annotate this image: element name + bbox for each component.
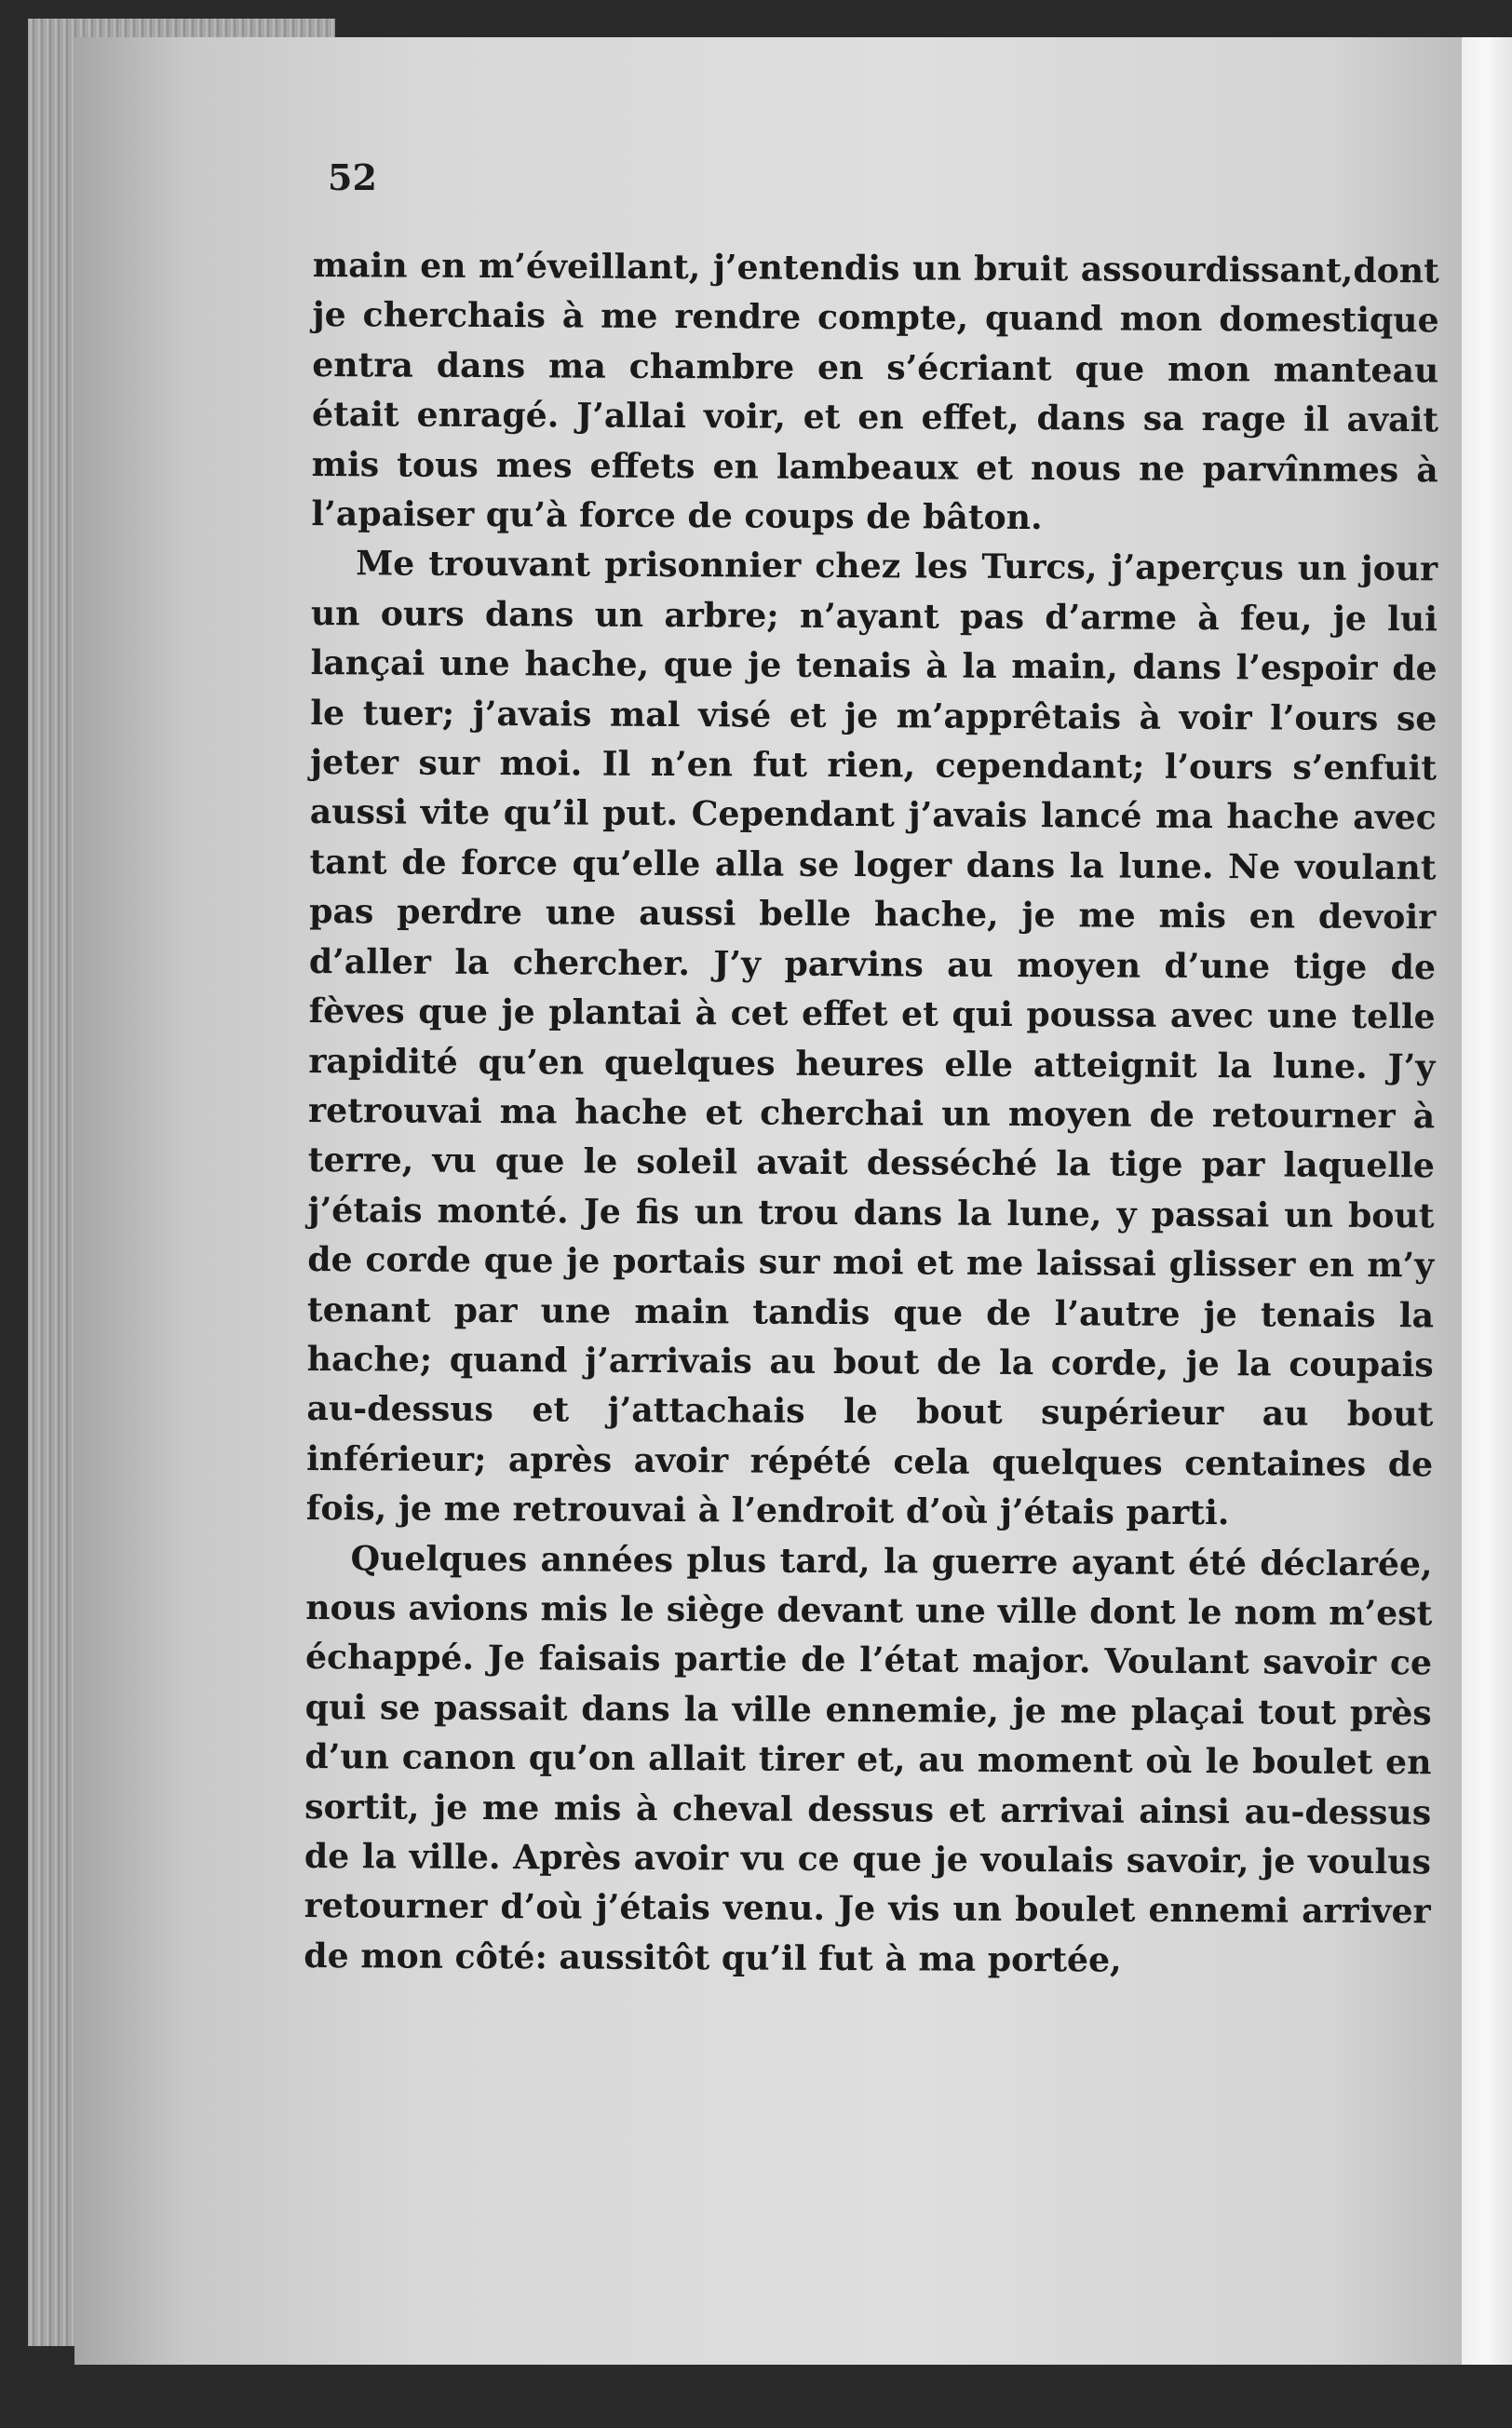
paragraph-bear-axe-moon: Me trouvant prisonnier chez les Turcs, j’aperçus un jour un ours dans un arbre; n’ayant pas d’arme à feu, je lui lançai une hache, que je tenais à la main, dans l’espoir de le tuer; j’avais mal visé et je m’apprêtais à voir l’ours se jeter sur moi. Il n’en fut rien, cependant; l’ours s’enfuit aussi vite qu’il put. Cependant j’avais lancé ma hache avec tant de force qu’elle alla se loger dans la lune. Ne voulant pas perdre une aussi belle hache, je me mis en devoir d’aller la chercher. J’y parvins au moyen d’une tige de fèves que je plantai à cet effet et qui poussa avec une telle rapidité qu’en quelques heures elle atteignit la lune. J’y retrouvai ma hache et cherchai un moyen de retourner à terre, vu que le soleil avait desséché la tige par laquelle j’étais monté. Je fis un trou dans la lune, y passai un bout de corde que je portais sur moi et me laissai glisser en m’y tenant par une main tandis que de l’autre je tenais la hache; quand j’arrivais au bout de la corde, je la coupais au-dessus et j’attachais le bout supérieur au bout inférieur; après avoir répété cela quelques centaines de fois, je me retrouvai à l’endroit d’où j’étais parti. — [305, 543, 1438, 1533]
body-text — [304, 240, 1439, 1987]
page-number: 52 — [328, 156, 377, 198]
page-right-margin — [1462, 37, 1512, 2365]
paragraph-cannonball: Quelques années plus tard, la guerre ayant été déclarée, nous avions mis le siège devant une ville dont le nom m’est échappé. Je faisais partie de l’état major. Voulant savoir ce qui se passait dans la ville ennemie, je me plaçai tout près d’un canon qu’on allait tirer et, au moment où le boulet en sortit, je me mis à cheval dessus et arrivai ainsi au-dessus de la ville. Après avoir vu ce que je voulais savoir, je voulus retourner d’où j’étais venu. Je vis un boulet ennemi arriver de mon côté: aussitôt qu’il fut à ma portée, — [304, 1537, 1433, 1980]
paragraph-continued: main en m’éveillant, j’entendis un bruit assourdissant,dont je cherchais à me rendre compte, quand mon domestique entra dans ma chambre en s’écriant que mon manteau était enragé. J’allai voir, et en effet, dans sa rage il avait mis tous mes effets en lambeaux et nous ne parvînmes à l’apaiser qu’à force de coups de bâton. — [311, 244, 1439, 538]
